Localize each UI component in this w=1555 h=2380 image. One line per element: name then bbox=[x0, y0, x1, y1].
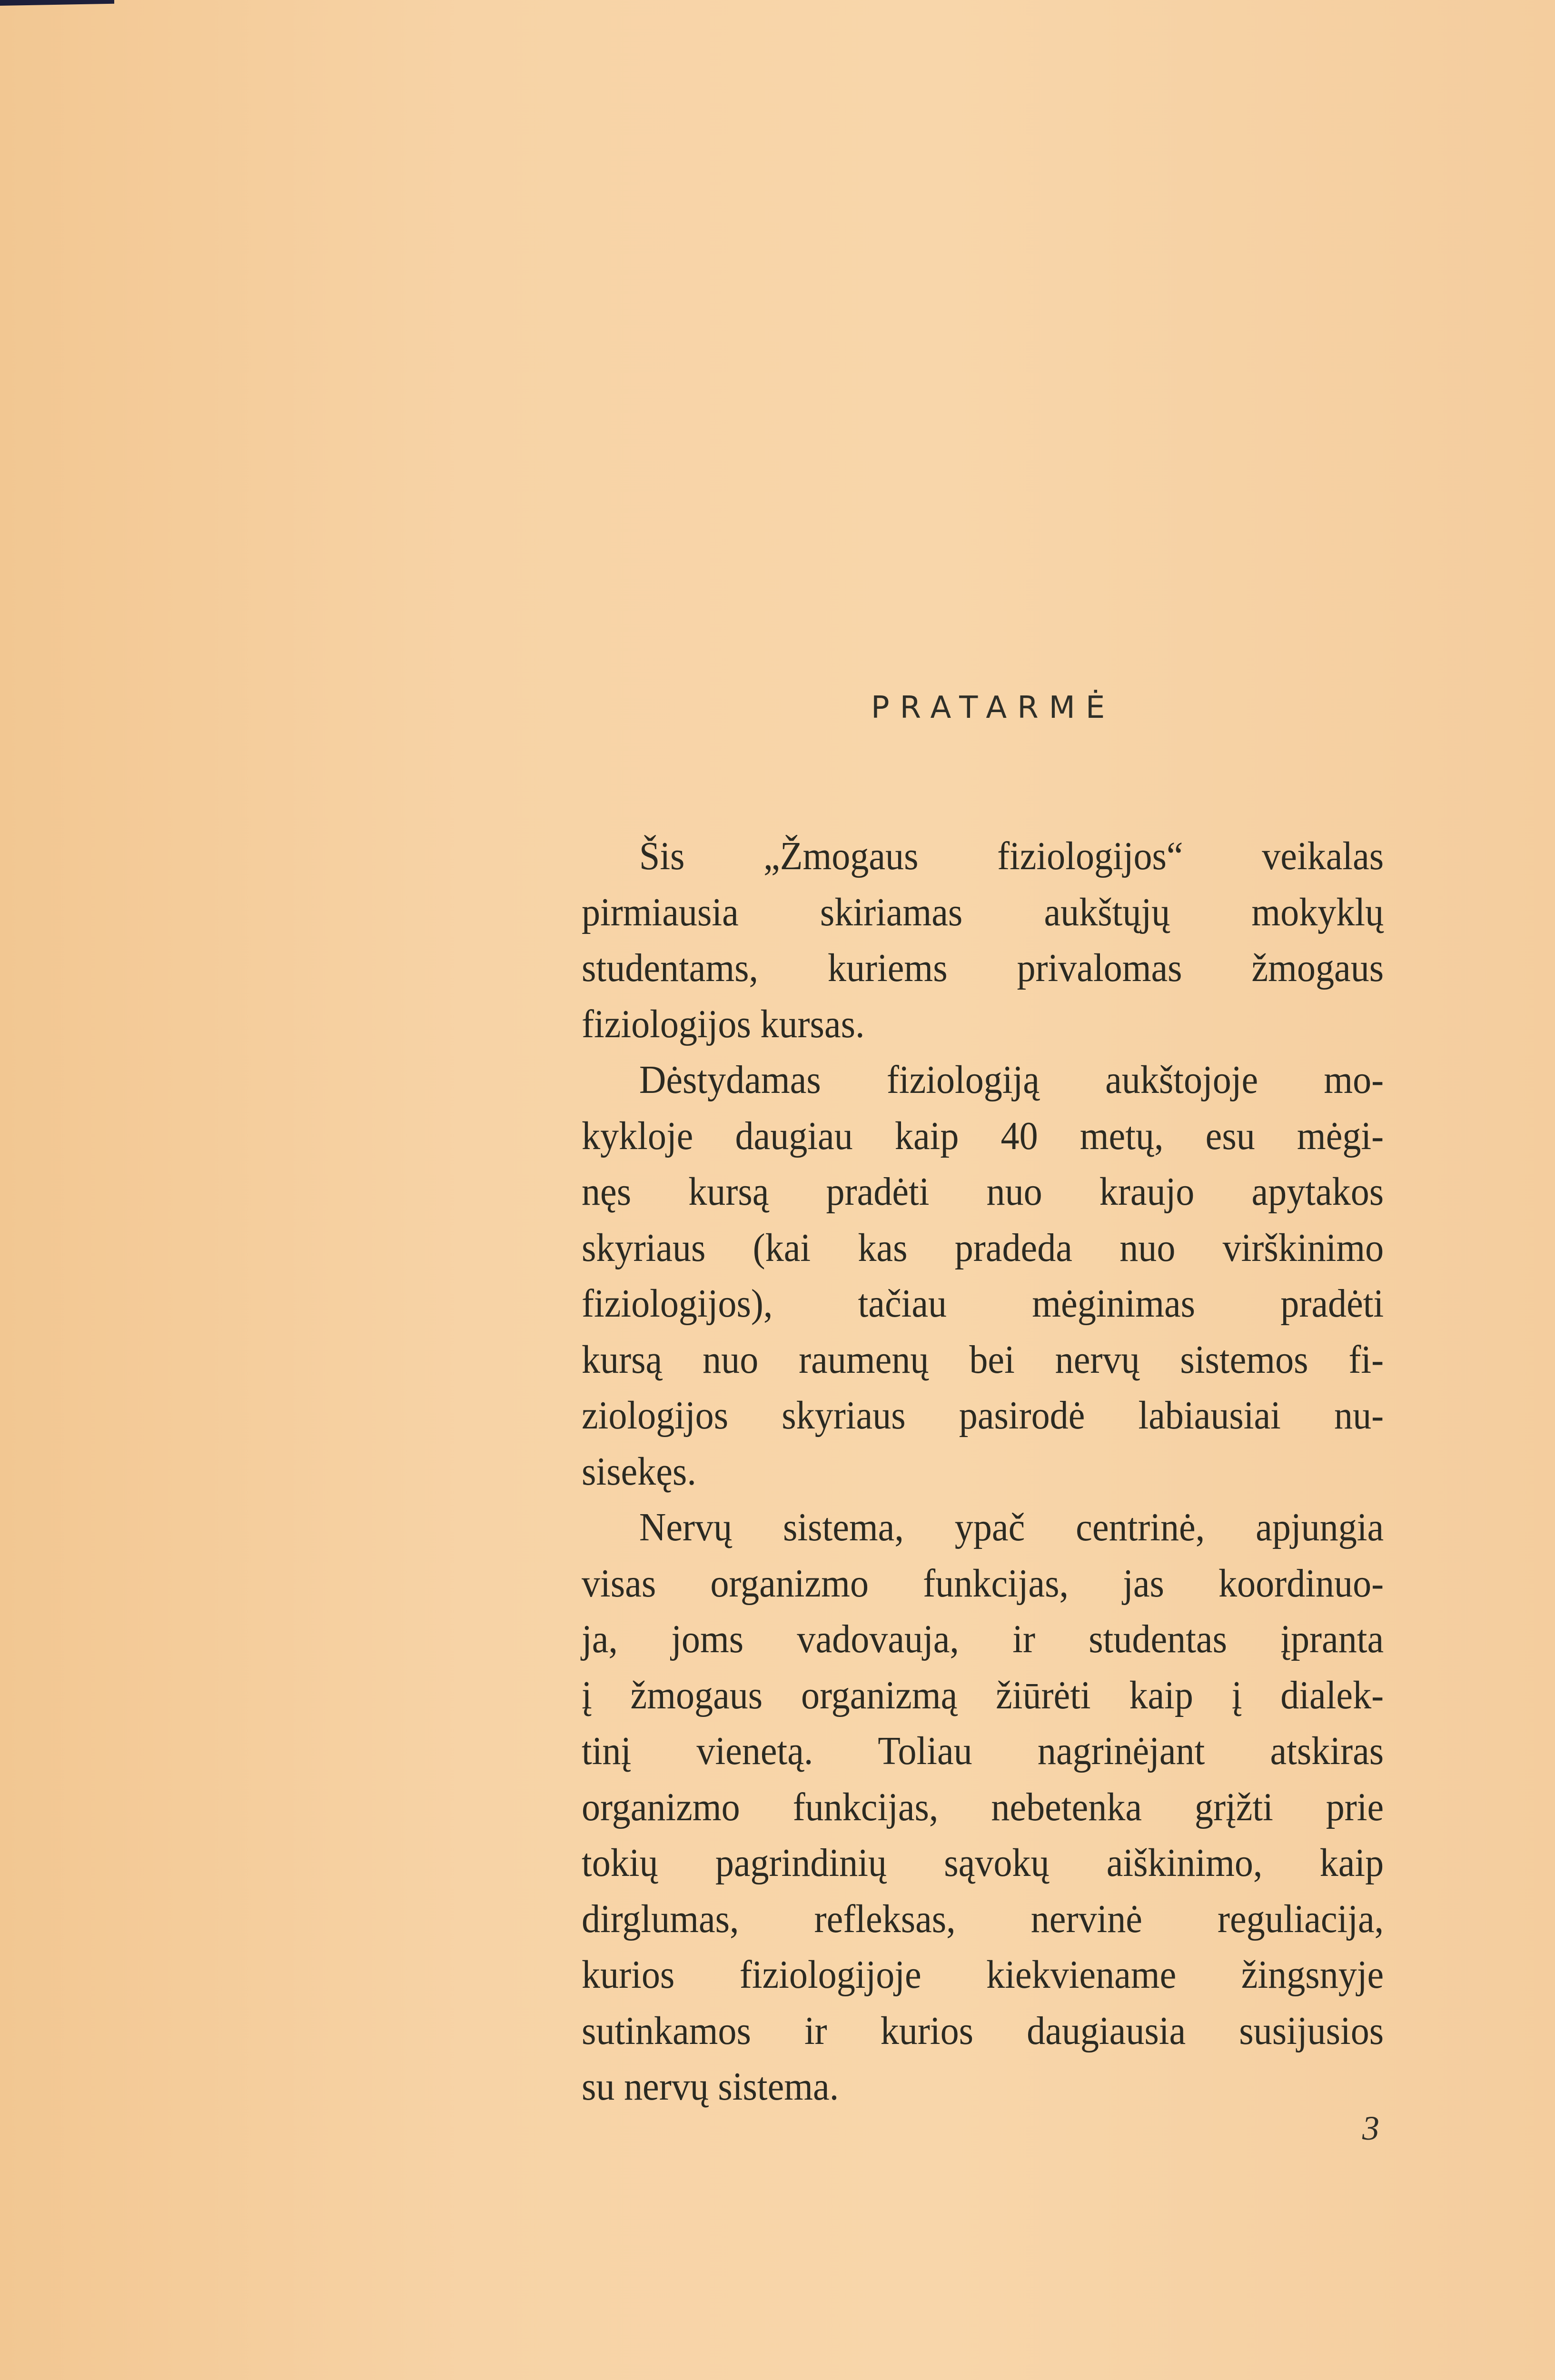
text-line: Šis „Žmogaus fiziologijos“ veikalas bbox=[639, 834, 1384, 878]
text-line: fiziologijos), tačiau mėginimas pradėti bbox=[582, 1281, 1384, 1326]
text-line: fiziologijos kursas. bbox=[582, 1002, 865, 1046]
text-line: kykloje daugiau kaip 40 metų, esu mėgi- bbox=[582, 1113, 1384, 1158]
text-line: skyriaus (kai kas pradeda nuo virškinimo bbox=[582, 1225, 1384, 1270]
text-line: nęs kursą pradėti nuo kraujo apytakos bbox=[582, 1170, 1384, 1214]
text-line: Dėstydamas fiziologiją aukštojoje mo- bbox=[639, 1058, 1384, 1102]
text-line: tinį vienetą. Toliau nagrinėjant atskiras bbox=[582, 1729, 1384, 1773]
text-line: su nervų sistema. bbox=[582, 2064, 839, 2109]
text-line: pirmiausia skiriamas aukštųjų mokyklų bbox=[582, 890, 1384, 934]
page-number: 3 bbox=[1362, 2109, 1379, 2147]
text-line: tokių pagrindinių sąvokų aiškinimo, kaip bbox=[582, 1841, 1384, 1885]
page-heading: PRATARMĖ bbox=[871, 690, 1116, 725]
text-line: sutinkamos ir kurios daugiausia susijusios bbox=[582, 2008, 1384, 2053]
text-line: organizmo funkcijas, nebetenka grįžti prie bbox=[582, 1785, 1384, 1829]
text-line: studentams, kuriems privalomas žmogaus bbox=[582, 946, 1384, 990]
text-line: į žmogaus organizmą žiūrėti kaip į dialek- bbox=[582, 1673, 1384, 1717]
text-line: kursą nuo raumenų bei nervų sistemos fi- bbox=[582, 1337, 1384, 1382]
text-line: ja, joms vadovauja, ir studentas įpranta bbox=[582, 1617, 1384, 1661]
preface-text bbox=[582, 828, 1384, 2115]
text-line: ziologijos skyriaus pasirodė labiausiai nu- bbox=[582, 1393, 1384, 1438]
text-line: visas organizmo funkcijas, jas koordinuo- bbox=[582, 1561, 1384, 1606]
text-line: dirglumas, refleksas, nervinė reguliacija, bbox=[582, 1896, 1384, 1941]
text-line: kurios fiziologijoje kiekviename žingsnyje bbox=[582, 1953, 1384, 1997]
text-line: Nervų sistema, ypač centrinė, apjungia bbox=[639, 1505, 1384, 1549]
scan-edge bbox=[0, 0, 114, 6]
text-line: sisekęs. bbox=[582, 1449, 696, 1494]
